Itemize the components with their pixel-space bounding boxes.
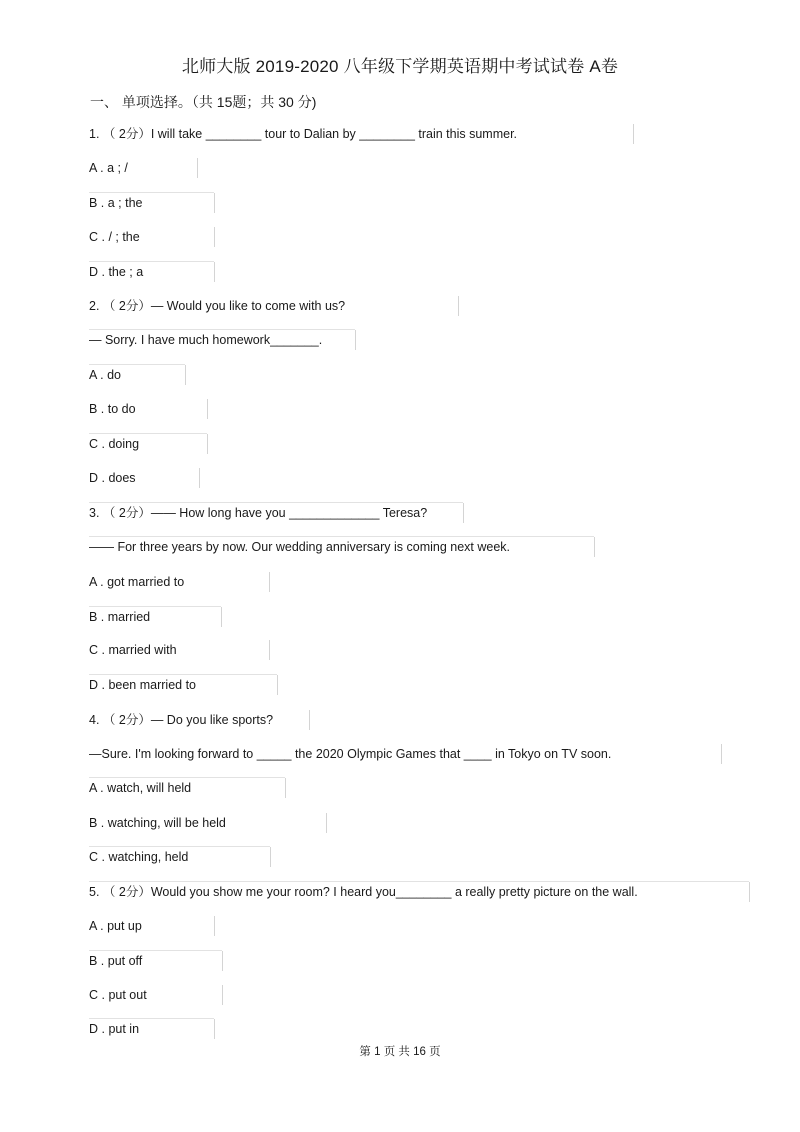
option-1d bbox=[89, 264, 143, 282]
question-5 bbox=[89, 884, 638, 902]
option-3d bbox=[89, 677, 196, 695]
option-3b bbox=[89, 609, 150, 627]
option-2a bbox=[89, 367, 121, 385]
option-text: C . doing bbox=[89, 437, 140, 451]
question-2 bbox=[89, 298, 345, 316]
option-4b bbox=[89, 815, 226, 833]
option-text: A . do bbox=[89, 368, 121, 382]
response-text: —Sure. I'm looking forward to _____ the 2020 Olympic Games that ____ in Tokyo on TV soon. bbox=[89, 747, 612, 761]
option-text: B . married bbox=[89, 610, 151, 624]
question-2-response bbox=[89, 332, 322, 350]
option-5c bbox=[89, 987, 147, 1005]
page-footer: 第 1 页 共 16 页 bbox=[359, 1046, 441, 1058]
question-text: 5. （ 2分）Would you show me your room? I heard you________ a really pretty picture on the wall. bbox=[89, 885, 638, 899]
option-text: A . watch, will held bbox=[89, 781, 192, 795]
option-text: D . been married to bbox=[89, 678, 196, 692]
option-2b bbox=[89, 401, 136, 419]
option-5b bbox=[89, 953, 142, 971]
option-text: B . put off bbox=[89, 954, 143, 968]
option-2d bbox=[89, 470, 136, 488]
option-5d bbox=[89, 1021, 139, 1039]
option-1a bbox=[89, 160, 128, 178]
option-4c bbox=[89, 849, 188, 867]
option-4a bbox=[89, 780, 191, 798]
question-text: 1. （ 2分）I will take ________ tour to Dalian by ________ train this summer. bbox=[89, 127, 518, 141]
option-2c bbox=[89, 436, 139, 454]
option-text: D . does bbox=[89, 471, 136, 485]
response-text: — Sorry. I have much homework_______. bbox=[89, 333, 323, 347]
option-5a bbox=[89, 918, 142, 936]
question-3 bbox=[89, 505, 427, 523]
question-text: 2. （ 2分）— Would you like to come with us? bbox=[89, 299, 346, 313]
option-text: A . put up bbox=[89, 919, 142, 933]
option-text: C . watching, held bbox=[89, 850, 189, 864]
question-text: 3. （ 2分）—— How long have you _____________ Teresa? bbox=[89, 506, 428, 520]
option-text: C . / ; the bbox=[89, 230, 140, 244]
question-1 bbox=[89, 126, 517, 144]
page-title: 北师大版 2019-2020 八年级下学期英语期中考试试卷 A卷 bbox=[181, 57, 619, 76]
option-text: C . put out bbox=[89, 988, 147, 1002]
option-3a bbox=[89, 574, 184, 592]
option-text: B . a ; the bbox=[89, 196, 143, 210]
option-1b bbox=[89, 195, 143, 213]
option-text: D . the ; a bbox=[89, 265, 144, 279]
question-4-response bbox=[89, 746, 611, 764]
option-text: D . put in bbox=[89, 1022, 140, 1036]
option-text: A . got married to bbox=[89, 575, 185, 589]
question-3-response bbox=[89, 539, 510, 557]
option-3c bbox=[89, 642, 177, 660]
question-4 bbox=[89, 712, 273, 730]
option-text: B . to do bbox=[89, 402, 136, 416]
option-text: C . married with bbox=[89, 643, 177, 657]
option-1c bbox=[89, 229, 140, 247]
option-text: B . watching, will be held bbox=[89, 816, 226, 830]
response-text: —— For three years by now. Our wedding anniversary is coming next week. bbox=[89, 540, 511, 554]
question-text: 4. （ 2分）— Do you like sports? bbox=[89, 713, 274, 727]
section-title: 一、 单项选择。（共 15题；共 30 分) bbox=[90, 94, 317, 110]
option-text: A . a ; / bbox=[89, 161, 128, 175]
